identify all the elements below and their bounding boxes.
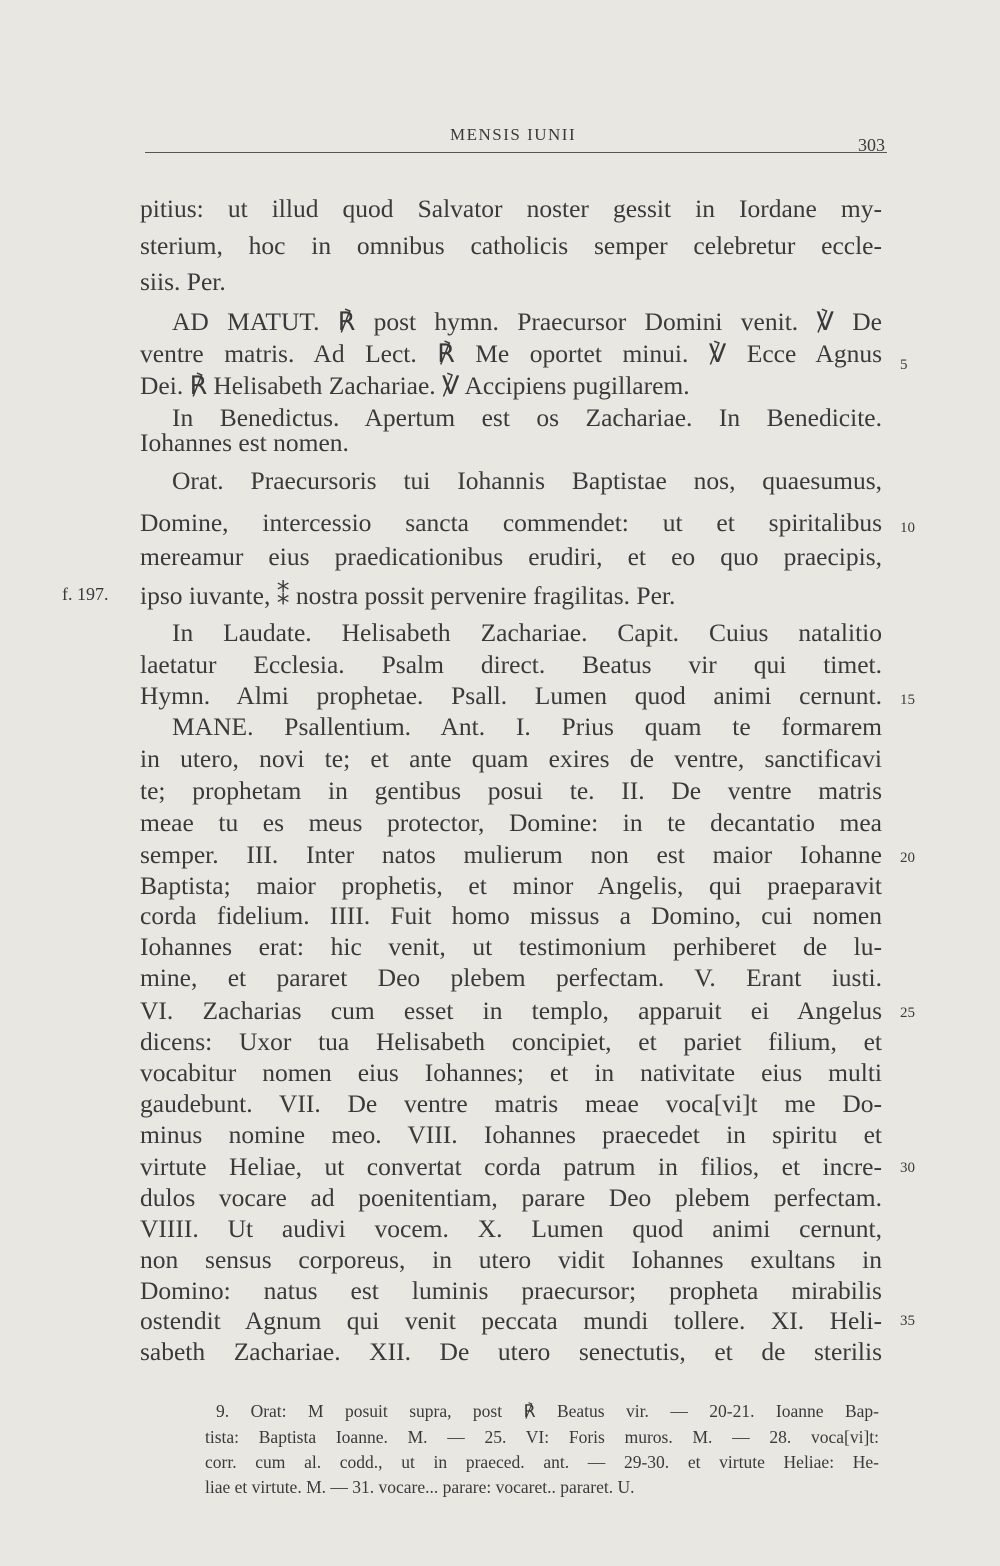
text-line: mereamur eius praedicationibus erudiri, et eo quo praecipis, <box>140 542 882 571</box>
running-head: MENSIS IUNII <box>450 125 577 144</box>
text-line: Orat. Praecursoris tui Iohannis Baptistae nos, quaesumus, <box>172 466 882 495</box>
text-line: mine, et pararet Deo plebem perfectam. V. Erant iusti. <box>140 963 882 992</box>
line-number: 35 <box>900 1313 915 1329</box>
text-line: In Benedictus. Apertum est os Zachariae. In Benedicite. <box>172 403 882 432</box>
text-line: Domine, intercessio sancta commendet: ut et spiritalibus <box>140 508 882 537</box>
text-line: gaudebunt. VII. De ventre matris meae voca[vi]t me Do- <box>140 1089 882 1118</box>
text-line: in utero, novi te; et ante quam exires de ventre, sanctificavi <box>140 744 882 773</box>
text-line: dulos vocare ad poenitentiam, parare Deo plebem perfectam. <box>140 1183 882 1212</box>
text-line: In Laudate. Helisabeth Zachariae. Capit. Cuius natalitio <box>172 618 882 647</box>
text-line: dicens: Uxor tua Helisabeth concipiet, et pariet filium, et <box>140 1027 882 1056</box>
text-line: minus nomine meo. VIII. Iohannes praecedet in spiritu et <box>140 1120 882 1149</box>
footnote-line: 9. Orat: M posuit supra, post ℟ Beatus vir. — 20-21. Ioanne Bap- <box>216 1401 879 1421</box>
text-line: te; prophetam in gentibus posui te. II. De ventre matris <box>140 776 882 805</box>
text-line: corda fidelium. IIII. Fuit homo missus a Domino, cui nomen <box>140 901 882 930</box>
text-line: ipso iuvante, ⁑ nostra possit pervenire fragilitas. Per. <box>140 581 676 610</box>
folio-marker: f. 197. <box>62 584 109 604</box>
line-number: 30 <box>900 1160 915 1176</box>
text-line: Baptista; maior prophetis, et minor Angelis, qui praeparavit <box>140 871 882 900</box>
text-line: Iohannes est nomen. <box>140 428 349 457</box>
text-line: ventre matris. Ad Lect. ℟ Me oportet minui. ℣ Ecce Agnus <box>140 339 882 368</box>
text-line: sabeth Zachariae. XII. De utero senectutis, et de sterilis <box>140 1337 882 1366</box>
line-number: 5 <box>900 357 908 373</box>
text-line: Domino: natus est luminis praecursor; propheta mirabilis <box>140 1276 882 1305</box>
text-line: non sensus corporeus, in utero vidit Iohannes exultans in <box>140 1245 882 1274</box>
text-line: AD MATUT. ℟ post hymn. Praecursor Domini venit. ℣ De <box>172 307 882 336</box>
page-number: 303 <box>858 135 885 155</box>
line-number: 15 <box>900 692 915 708</box>
text-line: sterium, hoc in omnibus catholicis semper celebretur eccle- <box>140 231 882 260</box>
text-line: Iohannes erat: hic venit, ut testimonium perhiberet de lu- <box>140 932 882 961</box>
text-line: ostendit Agnum qui venit peccata mundi tollere. XI. Heli- <box>140 1306 882 1335</box>
text-line: VI. Zacharias cum esset in templo, apparuit ei Angelus <box>140 996 882 1025</box>
text-line: semper. III. Inter natos mulierum non est maior Iohanne <box>140 840 882 869</box>
text-line: vocabitur nomen eius Iohannes; et in nativitate eius multi <box>140 1058 882 1087</box>
header-rule <box>145 152 887 153</box>
line-number: 10 <box>900 520 915 536</box>
text-line: siis. Per. <box>140 267 226 296</box>
text-line: MANE. Psallentium. Ant. I. Prius quam te formarem <box>172 712 882 741</box>
text-line: Hymn. Almi prophetae. Psall. Lumen quod animi cernunt. <box>140 681 882 710</box>
text-line: virtute Heliae, ut convertat corda patrum in filios, et incre- <box>140 1152 882 1181</box>
line-number: 20 <box>900 850 915 866</box>
text-line: VIIII. Ut audivi vocem. X. Lumen quod animi cernunt, <box>140 1214 882 1243</box>
text-line: meae tu es meus protector, Domine: in te decantatio mea <box>140 808 882 837</box>
text-line: Dei. ℟ Helisabeth Zachariae. ℣ Accipiens pugillarem. <box>140 371 690 400</box>
footnote-line: liae et virtute. M. — 31. vocare... parare: vocaret.. pararet. U. <box>205 1477 635 1497</box>
footnote-line: tista: Baptista Ioanne. M. — 25. VI: Foris muros. M. — 28. voca[vi]t: <box>205 1427 879 1447</box>
text-line: laetatur Ecclesia. Psalm direct. Beatus vir qui timet. <box>140 650 882 679</box>
line-number: 25 <box>900 1005 915 1021</box>
text-line: pitius: ut illud quod Salvator noster gessit in Iordane my- <box>140 194 882 223</box>
page-header <box>0 125 1000 155</box>
footnote-line: corr. cum al. codd., ut in praeced. ant. — 29-30. et virtute Heliae: He- <box>205 1452 879 1472</box>
